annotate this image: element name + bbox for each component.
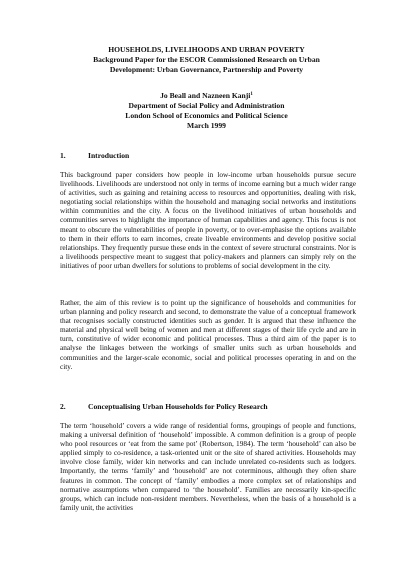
section-number: 1. xyxy=(60,151,66,160)
section-title: Conceptualising Urban Households for Policy Research xyxy=(88,402,268,411)
paragraph-intro-1: This background paper considers how people in low-income urban households pursue secure livelihoods. Livelihoods are understood not only in terms of income earning but a much wider range of activities, such as gaining and retaining access to resources and opportunities, dealing with risk, negotiating social relationships within the household and managing social networks and institutions within communities and the city. A focus on the livelihood initiatives of urban households and communities serves to highlight the importance of human capabilities and agency. This focus is not meant to obscure the vulnerabilities of people in poverty, or to over-emphasise the options available to them in their efforts to earn incomes, create liveable environments and develop positive social relationships. They frequently pursue these ends in the context of severe structural constraints. Nor is a livelihoods perspective meant to suggest that policy-makers and planners can simply rely on the initiatives of poor urban dwellers for solutions to problems of social development in the city. xyxy=(60,170,356,270)
paragraph-intro-2: Rather, the aim of this review is to point up the significance of households and communities for urban planning and policy research and second, to demonstrate the value of a conceptual framework that recognises socially constructed identities such as gender. It is argued that these influence the material and physical well being of women and men at different stages of their life cycle and are in turn, constitutive of wider economic and political processes. Thus a third aim of the paper is to analyse the linkages between the workings of smaller units such as urban households and communities and the larger-scale economic, social and political processes operating in and on the city. xyxy=(60,298,356,371)
paper-title: HOUSEHOLDS, LIVELIHOODS AND URBAN POVERTY xyxy=(108,45,305,54)
paper-subtitle-line-1: Background Paper for the ESCOR Commissioned Research on Urban xyxy=(93,55,320,64)
author-block xyxy=(40,91,373,131)
author-department: Department of Social Policy and Administration xyxy=(128,101,285,110)
author-footnote-mark: 1 xyxy=(250,92,253,97)
section-number: 2. xyxy=(60,402,66,411)
author-institution: London School of Economics and Political Science xyxy=(125,111,288,120)
author-names: Jo Beall and Nazneen Kanji xyxy=(160,91,251,100)
section-title: Introduction xyxy=(88,151,130,160)
paragraph-households-1: The term ‘household’ covers a wide range of residential forms, groupings of people and functions, making a universal definition of ‘household’ impossible. A common definition is a group of people who pool resources or ‘eat from the same pot’ (Robertson, 1984). The term ‘household’ can also be applied simply to co-residence, a task-oriented unit or the site of shared activities. Households may involve close family, wider kin networks and can include unrelated co-residents such as lodgers. Importantly, the terms ‘family’ and ‘household’ are not coterminous, although they often share features in common. The concept of ‘family’ embodies a more complex set of relationships and normative assumptions when compared to ‘the household’. Families are necessarily kin-specific groups, which can include non-resident members. Nevertheless, when the basis of a household is a family unit, the activities xyxy=(60,421,356,512)
paper-subtitle-line-2: Development: Urban Governance, Partnership and Poverty xyxy=(109,65,304,74)
title-block xyxy=(40,45,373,75)
paper-date: March 1999 xyxy=(187,121,226,130)
author-names-line xyxy=(40,91,373,101)
